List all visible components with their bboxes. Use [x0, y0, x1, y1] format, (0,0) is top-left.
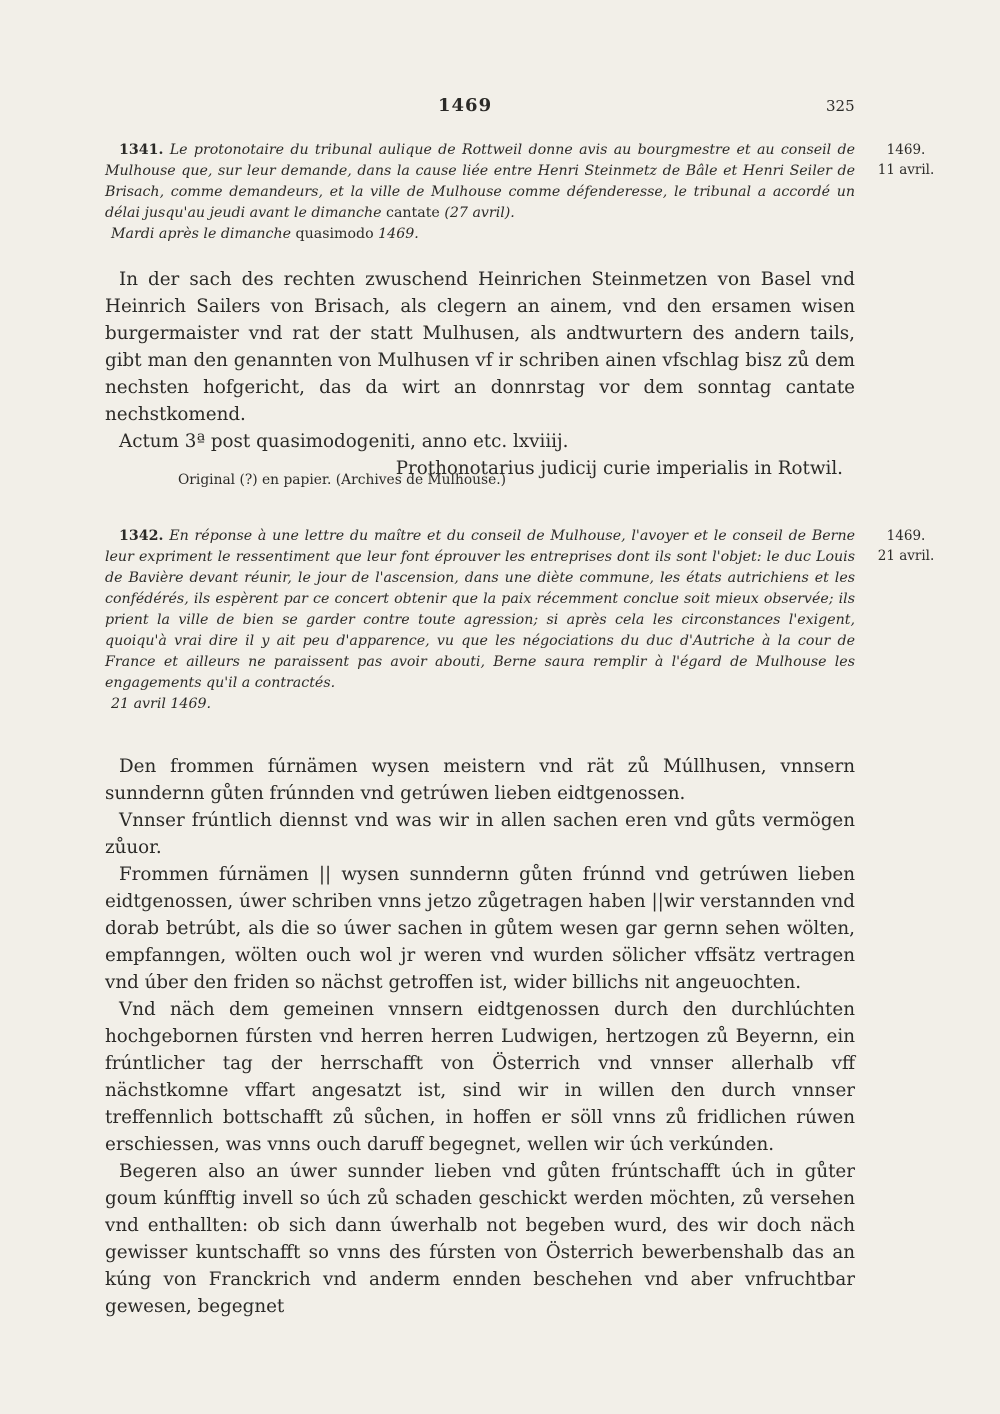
entry-1342-date: 21 avril 1469. [111, 696, 212, 712]
entry-number: 1342. [119, 528, 164, 544]
source-note: Original (?) en papier. (Archives de Mulhouse.) [178, 472, 507, 488]
summary-text: En réponse à une lettre du maître et du conseil de Mulhouse, l'avoyer et le conseil de Berne leur expriment le ressentiment que leur font éprouver les entreprises dont ils sont l'objet: le duc Louis de Bavière devant réunir, le jour de l'ascension, dans une diète commune, les états autrichiens et les confédérés, ils espèrent par ce concert obtenir que la paix récemment conclue soit mieux observée; ils prient la ville de bien se garder contre toute agression; si après cela les circonstances l'exigent, quoiqu'à vrai dire il y ait peu d'apparence, vu que les négociations du duc d'Autriche à la cour de France et ailleurs ne paraissent pas avoir abouti, Berne saura remplir à l'égard de Mulhouse les engagements qu'il a contractés. [105, 528, 855, 691]
body-paragraph: Frommen fúrnämen || wysen sunndernn gůten frúnnd vnd getrúwen lieben eidtgenossen, úwer schriben vnns jetzo zůgetragen haben ||wir verstannden vnd dorab betrúbt, als die so úwer sachen in gůtem wesen gar gernn sehen wölten, empfanngen, wölten ouch wol jr weren vnd wurden sölicher vffsätz vertragen vnd úber den friden so nächst getroffen ist, wider billichs nit angeuochten. [105, 864, 855, 993]
entry-1342-summary [105, 526, 855, 694]
margin-day: 11 avril. [877, 162, 935, 178]
date-year: 1469. [378, 226, 419, 242]
date-text-upright: quasimodo [295, 226, 374, 242]
date-text: Mardi après le dimanche [111, 226, 291, 242]
summary-text: Le protonotaire du tribunal aulique de Rottweil donne avis au bourgmestre et au conseil de Mulhouse que, sur leur demande, dans la cause liée entre Henri Steinmetz de Bâle et Henri Seiler de Brisach, comme demandeurs, et la ville de Mulhouse comme défenderesse, le tribunal a accordé un délai jusqu'au jeudi avant le dimanche [105, 142, 855, 221]
entry-1341-date [111, 224, 855, 245]
greeting-paragraph: Vnnser frúntlich diennst vnd was wir in allen sachen eren vnd gůts vermögen zůuor. [105, 810, 855, 858]
entry-1341-margin-date [862, 140, 950, 180]
page-year: 1469 [438, 95, 493, 116]
entry-1342-body [105, 753, 855, 1320]
address-paragraph: Den frommen fúrnämen wysen meistern vnd rät zů Múllhusen, vnnsern sunndernn gůten frúnnden vnd getrúwen lieben eidtgenossen. [105, 756, 855, 804]
signature: Prothonotarius judicij curie imperialis in Rotwil. [395, 458, 843, 479]
entry-1342-margin-date [862, 526, 950, 566]
body-paragraph: Vnd näch dem gemeinen vnnsern eidtgenossen durch den durchlúchten hochgebornen fúrsten vnd herren herren Ludwigen, hertzogen zů Beyernn, ein frúntlicher tag der herrschafft von Österrich vnd vnnser allerhalb vff nächstkomne vffart angesatzt ist, sind wir in willen den durch vnnser treffennlich bottschafft zů sůchen, in hoffen er söll vnns zů fridlichen rúwen erschiessen, was vnns ouch daruff begegnet, wellen wir úch verkúnden. [105, 999, 855, 1155]
page-number: 325 [826, 97, 855, 115]
entry-1341-summary [105, 140, 855, 224]
margin-day: 21 avril. [877, 548, 935, 564]
margin-year: 1469. [886, 528, 926, 544]
page-header [0, 95, 1000, 121]
summary-text: (27 avril). [444, 205, 515, 221]
entry-1341-summary-block [105, 140, 855, 245]
body-paragraph: In der sach des rechten zwuschend Heinrichen Steinmetzen von Basel vnd Heinrich Sailers von Brisach, als clegern an ainem, vnd den ersamen wisen burgermaister vnd rat der statt Mulhusen, als andtwurtern des andern tails, gibt man den genannten von Mulhusen vf ir schriben ainen vfschlag bisz zů dem nechsten hofgericht, das da wirt an donnrstag vor dem sonntag cantate nechstkomend. [105, 269, 855, 425]
body-paragraph: Begeren also an úwer sunnder lieben vnd gůten frúntschafft úch in gůter goum kúnfftig invell so úch zů schaden geschickt werden möchten, zů versehen vnd enthallten: ob sich dann úwerhalb not begeben wurd, des wir doch näch gewisser kuntschafft so vnns des fúrsten von Österrich bewerbenshalb das an kúng von Franckrich vnd anderm ennden beschehen vnd aber vnfruchtbar gewesen, begegnet [105, 1161, 855, 1317]
entry-number: 1341. [119, 142, 164, 158]
margin-year: 1469. [886, 142, 926, 158]
summary-text-upright: cantate [386, 205, 440, 221]
entry-1342-summary-block [105, 526, 855, 715]
actum-line: Actum 3ª post quasimodogeniti, anno etc. lxviiij. [119, 431, 569, 452]
entry-1341-body [105, 266, 855, 482]
